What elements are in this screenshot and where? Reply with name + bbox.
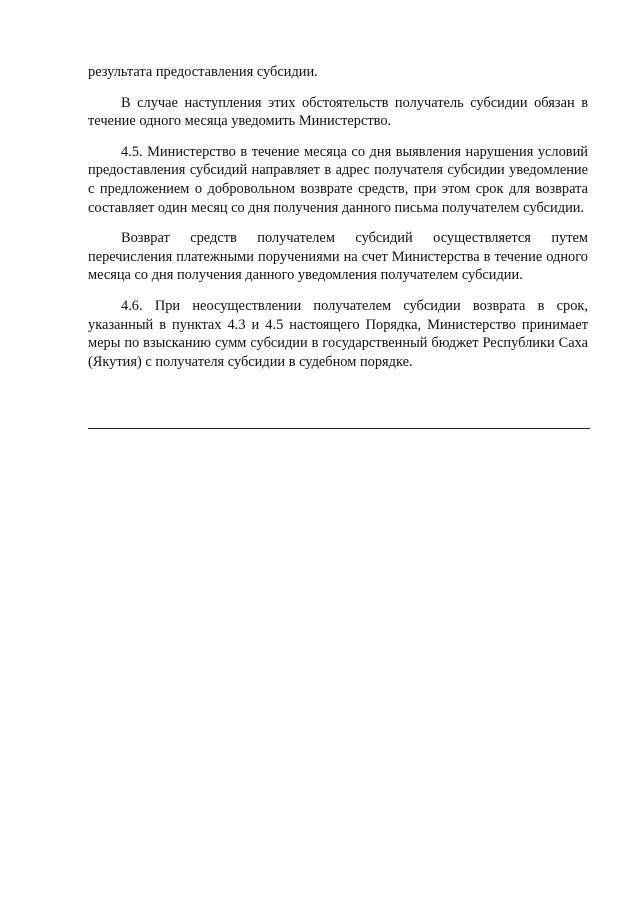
paragraph-notification-duty: В случае наступления этих обстоятельств получатель субсидии обязан в течение одного месяца уведомить Министерство. <box>88 94 588 130</box>
closing-divider <box>88 428 590 429</box>
paragraph-refund-procedure: Возврат средств получателем субсидий осуществляется путем перечисления платежными поручениями на счет Министерства в течение одного месяца со дня получения данного уведомления получателем субсидии. <box>88 230 588 284</box>
paragraph-4-5: 4.5. Министерство в течение месяца со дня выявления нарушения условий предоставления субсидий направляет в адрес получателя субсидии уведомление с предложением о добровольном возврате средств, при этом срок для возврата составляет один месяц со дня получения данного письма получателем субсидии. <box>88 143 588 216</box>
paragraph-4-6: 4.6. При неосуществлении получателем субсидии возврата в срок, указанный в пунктах 4.3 и 4.5 настоящего Порядка, Министерство принимает меры по взысканию сумм субсидии в государственный бюджет Республики Саха (Якутия) с получателя субсидии в судебном порядке. <box>88 297 588 370</box>
document-body <box>88 63 588 383</box>
paragraph-continuation: результата предоставления субсидии. <box>88 64 318 80</box>
